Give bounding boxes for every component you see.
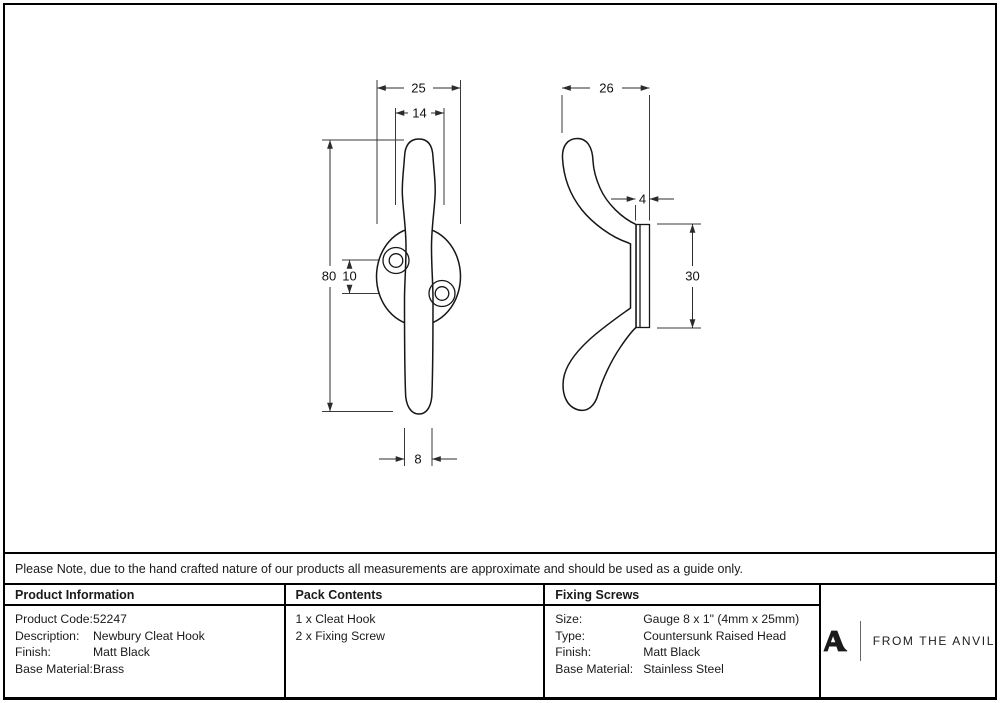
dim-overall-height: 80 — [321, 268, 337, 284]
fixing-screws-header: Fixing Screws — [545, 585, 819, 606]
table-row — [15, 644, 280, 661]
row-value: 52247 — [93, 612, 127, 626]
cleat-hook-front-view — [322, 80, 461, 467]
row-value: Matt Black — [93, 645, 150, 660]
row-label: Type: — [555, 628, 586, 643]
measurement-disclaimer-row — [5, 552, 995, 583]
row-label: Product Code: — [15, 612, 93, 626]
pack-contents-header: Pack Contents — [286, 585, 544, 606]
measurement-disclaimer-text: Please Note, due to the hand crafted nature of our products all measurements are approximate and should be used as a guide only. — [15, 561, 744, 576]
cleat-hook-side-view — [562, 81, 701, 411]
product-information-body — [5, 606, 284, 677]
product-information-header: Product Information — [5, 585, 284, 606]
cleat-hook-technical-drawing — [5, 5, 995, 552]
row-value: Stainless Steel — [643, 661, 724, 676]
row-label: Base Material: — [15, 661, 93, 676]
row-value: Newbury Cleat Hook — [93, 628, 205, 643]
brand-name: FROM THE ANVIL — [872, 634, 995, 648]
technical-drawing-area — [5, 5, 995, 552]
pack-contents-body — [286, 606, 544, 644]
list-item: 2 x Fixing Screw — [295, 628, 385, 643]
row-label: Finish: — [15, 645, 51, 660]
backplate-side-profile — [636, 225, 650, 328]
dim-backplate-thickness: 4 — [638, 191, 647, 207]
logo-divider — [860, 621, 861, 661]
product-info-table — [5, 583, 995, 697]
table-row — [15, 661, 280, 678]
table-row — [555, 628, 815, 645]
dim-backplate-height: 30 — [685, 268, 700, 284]
fixing-screws-body — [545, 606, 819, 677]
row-value: Matt Black — [643, 645, 701, 660]
hook-side-profile — [562, 139, 636, 411]
table-row — [15, 628, 280, 645]
list-item: 1 x Cleat Hook — [295, 612, 376, 626]
table-row — [555, 611, 815, 628]
product-information-column — [5, 585, 286, 697]
dim-hole-spacing-vertical: 10 — [342, 268, 357, 284]
sheet-frame — [3, 3, 997, 700]
row-label: Finish: — [555, 645, 592, 660]
table-row — [555, 644, 815, 661]
row-label: Description: — [15, 628, 80, 643]
dim-backplate-width: 25 — [411, 80, 426, 96]
table-row — [15, 611, 280, 628]
row-label: Size: — [555, 612, 583, 626]
dim-hole-spacing-horizontal: 14 — [412, 105, 427, 121]
brand-cell — [821, 585, 995, 697]
row-value: Countersunk Raised Head — [643, 628, 787, 643]
dim-projection-depth: 26 — [599, 80, 614, 96]
row-value: Gauge 8 x 1" (4mm x 25mm) — [643, 612, 800, 626]
fixing-screws-column — [545, 585, 821, 697]
pack-contents-column — [286, 585, 546, 697]
row-label: Base Material: — [555, 661, 634, 676]
dim-hook-bottom-width: 8 — [414, 451, 422, 467]
row-value: Brass — [93, 661, 125, 676]
table-row — [555, 661, 815, 678]
hook-paddle-front — [402, 139, 435, 414]
anvil-logo-icon — [821, 628, 848, 654]
